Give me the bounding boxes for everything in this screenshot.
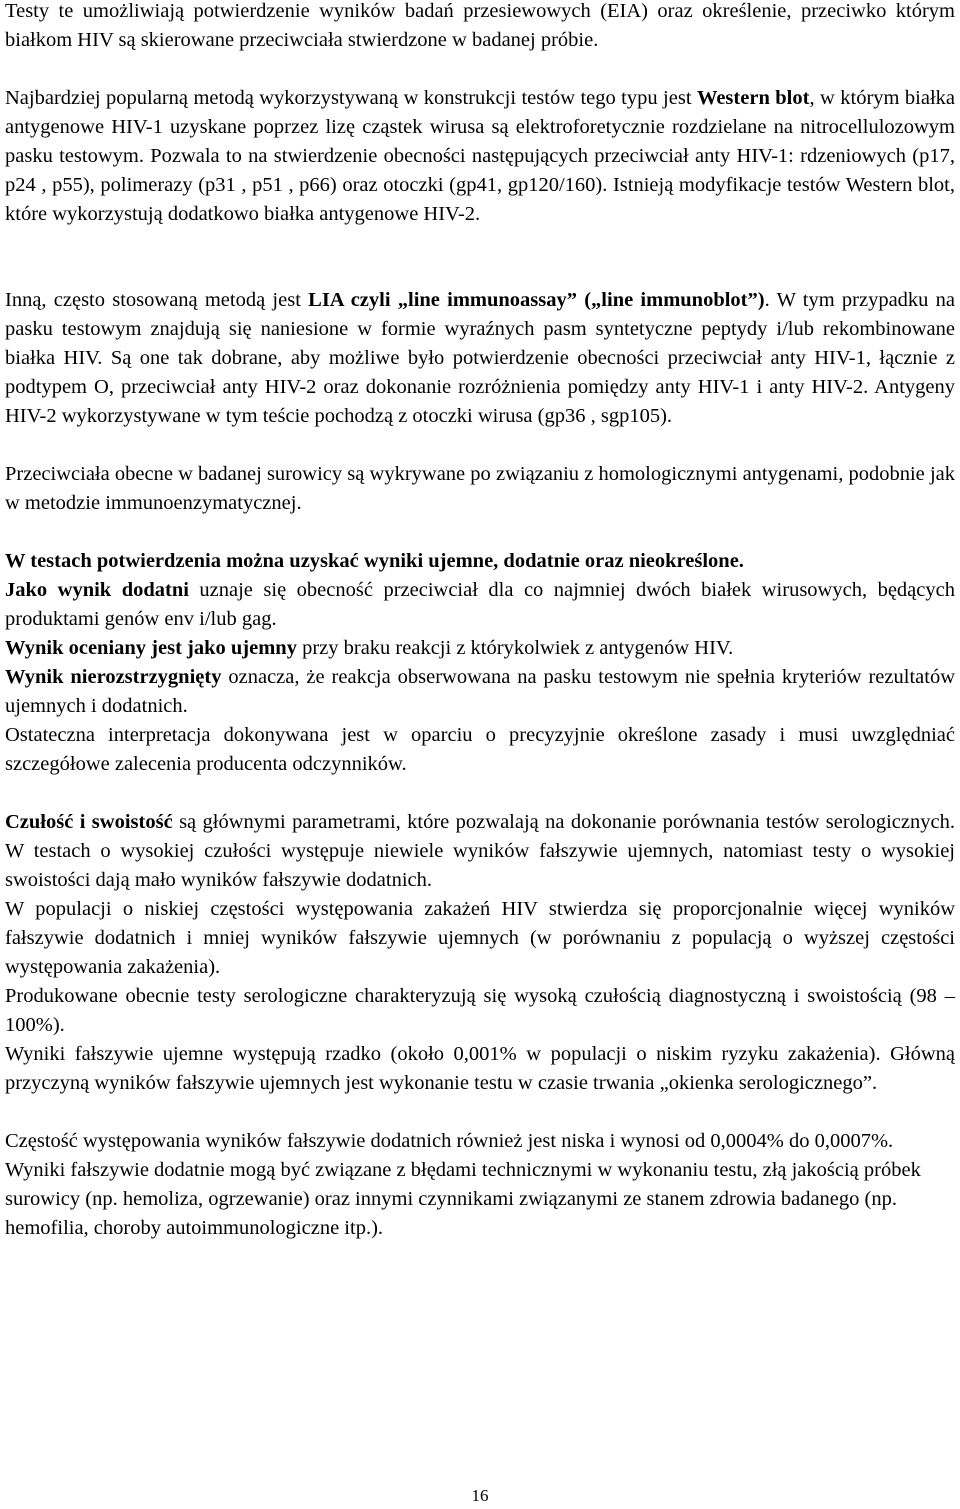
paragraph-false-positive — [5, 1127, 955, 1243]
text-run: Testy te umożliwiają potwierdzenie wyników badań przesiewowych (EIA) oraz określenie, przeciwko którym białkom HIV są skierowane przeciwciała stwierdzone w badanej próbie. — [5, 0, 955, 51]
paragraph-lia — [5, 286, 955, 431]
text-run: oznacza, że reakcja obserwowana na pasku testowym nie spełnia kryteriów rezultatów ujemnych i dodatnich. — [5, 666, 955, 717]
bold-term-sensitivity: Czułość i swoistość — [5, 811, 173, 833]
paragraph-results-heading — [5, 547, 955, 576]
text-run: są głównymi parametrami, które pozwalają na dokonanie porównania testów serologicznych. W testach o wysokiej czułości występuje niewiele wyników fałszywie ujemnych, natomiast testy o wysokiej swoistości dają mało wyników fałszywie dodatnich. — [5, 811, 955, 891]
text-run: , w którym białka antygenowe HIV-1 uzyskane poprzez lizę cząstek wirusa są elektroforetycznie rozdzielane na nitrocellulozowym pasku testowym. Pozwala to na stwierdzenie obecności następujących przeciwciał anty HIV-1: rdzeniowych (p17, p24 , p55), polimerazy (p31 , p51 , p66) oraz otoczki (gp41, gp120/160). Istnieją modyfikacje testów Western blot, które wykorzystują dodatkowo białka antygenowe HIV-2. — [5, 87, 955, 225]
paragraph-positive-result — [5, 576, 955, 634]
text-run: przy braku reakcji z którykolwiek z antygenów HIV. — [296, 637, 734, 659]
text-run: Najbardziej popularną metodą wykorzystywaną w konstrukcji testów tego typu jest — [5, 87, 697, 109]
text-run: Wyniki fałszywie ujemne występują rzadko (około 0,001% w populacji o niskim ryzyku zakażenia). Główną przyczyną wyników fałszywie ujemnych jest wykonanie testu w czasie trwania „okienka serologicznego”. — [5, 1043, 955, 1094]
text-run: uznaje się obecność przeciwciał dla co najmniej dwóch białek wirusowych, będących produktami genów env i/lub gag. — [5, 579, 955, 630]
bold-term-negative: Wynik oceniany jest jako ujemny — [5, 637, 297, 659]
bold-results-heading: W testach potwierdzenia można uzyskać wyniki ujemne, dodatnie oraz nieokreślone. — [5, 550, 744, 572]
text-run: Inną, często stosowaną metodą jest — [5, 289, 309, 311]
paragraph-serological-tests — [5, 982, 955, 1040]
bold-term-lia: LIA czyli „line immunoassay” („line immunoblot”) — [308, 289, 765, 311]
bold-term-western-blot: Western blot — [696, 87, 810, 109]
paragraph-negative-result — [5, 634, 955, 663]
text-run: W populacji o niskiej częstości występowania zakażeń HIV stwierdza się proporcjonalnie więcej wyników fałszywie dodatnich i mniej wyników fałszywie ujemnych (w porównaniu z populacją o wyższej częstości występowania zakażenia). — [5, 898, 955, 978]
bold-term-positive: Jako wynik dodatni — [5, 579, 189, 601]
text-run: Częstość występowania wyników fałszywie dodatnich również jest niska i wynosi od 0,0004% do 0,0007%. Wyniki fałszywie dodatnie mogą być związane z błędami technicznymi w wykonaniu testu, złą jakością próbek surowicy (np. hemoliza, ogrzewanie) oraz innymi czynnikami związanymi ze stanem zdrowia badanego (np. hemofilia, choroby autoimmunologiczne itp.). — [5, 1130, 921, 1239]
paragraph-indeterminate-result — [5, 663, 955, 721]
page-number: 16 — [471, 1486, 489, 1505]
paragraph-western-blot — [5, 84, 955, 229]
paragraph-final-interpretation — [5, 721, 955, 779]
paragraph-false-negative — [5, 1040, 955, 1098]
text-run: . W tym przypadku na pasku testowym znajdują się naniesione w formie wyraźnych pasm syntetyczne peptydy i/lub rekombinowane białka HIV. Są one tak dobrane, aby możliwe było potwierdzenie obecności przeciwciał anty HIV-1, łącznie z podtypem O, przeciwciał anty HIV-2 oraz dokonanie rozróżnienia pomiędzy anty HIV-1 i anty HIV-2. Antygeny HIV-2 wykorzystywane w tym teście pochodzą z otoczki wirusa (gp36 , sgp105). — [5, 289, 955, 427]
paragraph-sensitivity-specificity — [5, 808, 955, 895]
bold-term-indeterminate: Wynik nierozstrzygnięty — [5, 666, 222, 688]
paragraph-low-prevalence — [5, 895, 955, 982]
text-run: Ostateczna interpretacja dokonywana jest w oparciu o precyzyjnie określone zasady i musi uwzględniać szczegółowe zalecenia producenta odczynników. — [5, 724, 955, 775]
paragraph-antibodies-detection — [5, 460, 955, 518]
text-run: Produkowane obecnie testy serologiczne charakteryzują się wysoką czułością diagnostyczną i swoistością (98 – 100%). — [5, 985, 955, 1036]
text-run: Przeciwciała obecne w badanej surowicy są wykrywane po związaniu z homologicznymi antygenami, podobnie jak w metodzie immunoenzymatycznej. — [5, 463, 955, 514]
paragraph-confirmation-tests — [5, 0, 955, 55]
